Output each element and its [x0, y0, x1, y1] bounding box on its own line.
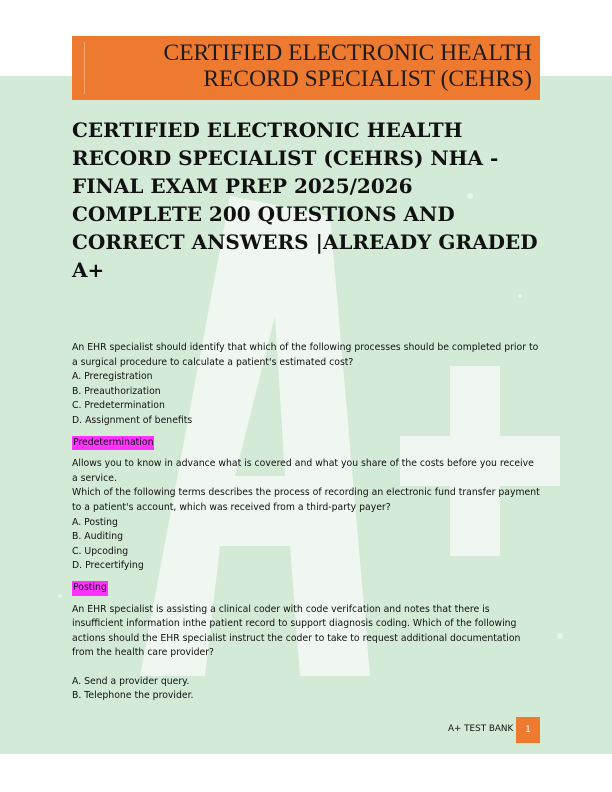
answer-highlight: Predetermination [72, 436, 154, 451]
option-item: A. Send a provider query. [72, 675, 190, 687]
option-item: C. Upcoding [72, 545, 129, 557]
option-item: A. Preregistration [72, 371, 153, 383]
option-item: B. Auditing [72, 531, 124, 543]
answer-explanation: Allows you to know in advance what is covered and what you share of the costs before you receive a service. [72, 458, 534, 484]
answer-highlight: Posting [72, 581, 108, 596]
question-text: Which of the following terms describes the process of recording an electronic fund transfer payment to a patient's account, which was received from a third-party payer? [72, 487, 540, 513]
question-text: An EHR specialist should identify that which of the following processes should be completed prior to a surgical procedure to calculate a patient's estimated cost? [72, 342, 539, 368]
spacer [72, 661, 542, 675]
footer-label: A+ TEST BANK [448, 724, 514, 734]
option-item: C. Predetermination [72, 400, 165, 412]
question-block [72, 341, 542, 429]
question-text: An EHR specialist is assisting a clinical coder with code verifcation and notes that there is insufficient information inthe patient record to support diagnosis coding. Which of the following actions should the EHR specialist instruct the coder to take to request additional documentation from the health care provider? [72, 603, 521, 659]
questions-content [72, 341, 542, 704]
header-banner [72, 36, 540, 100]
option-item: B. Preauthorization [72, 385, 161, 397]
question-block [72, 486, 542, 574]
option-item: D. Precertifying [72, 560, 144, 572]
option-item: D. Assignment of benefits [72, 414, 193, 426]
option-item: B. Telephone the provider. [72, 690, 194, 702]
document-title: CERTIFIED ELECTRONIC HEALTH RECORD SPECIALIST (CEHRS) NHA - FINAL EXAM PREP 2025/2026 COMPLETE 200 QUESTIONS AND CORRECT ANSWERS |ALREADY GRADED A+ [72, 118, 538, 282]
question-block [72, 603, 542, 705]
header-accent-line [84, 42, 85, 94]
option-item: A. Posting [72, 516, 118, 528]
page-number: 1 [516, 717, 540, 743]
header-title: CERTIFIED ELECTRONIC HEALTH RECORD SPECIALIST (CEHRS) [163, 40, 532, 92]
